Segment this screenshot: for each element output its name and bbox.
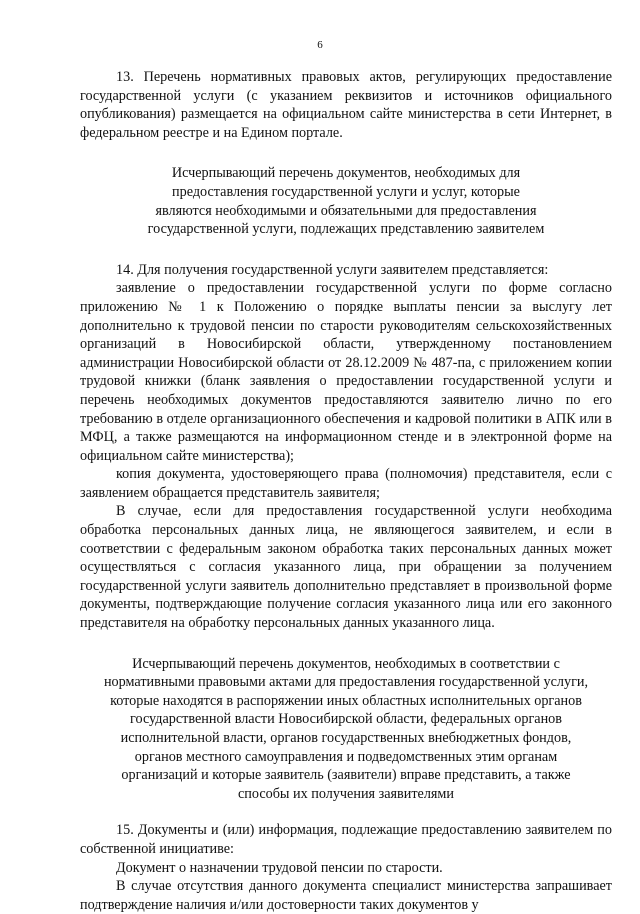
paragraph-14: 14. Для получения государственной услуги заявителем представляется: bbox=[116, 261, 549, 278]
section-heading-documents-required: Исчерпывающий перечень документов, необходимых для предоставления государственной услуги и услуг, которые являются необходимыми и обязательными для предоставления государственной услуги, подлежащих представлению заявителем bbox=[147, 165, 545, 238]
paragraph-15-pension-document: Документ о назначении трудовой пенсии по старости. bbox=[116, 859, 443, 876]
spacer bbox=[80, 239, 612, 261]
paragraph-13: 13. Перечень нормативных правовых актов, регулирующих предоставление государственной услуги (с указанием реквизитов и источников официального опубликования) размещается на официальном сайте министерства в сети Интернет, в федеральном реестре и на Едином портале. bbox=[80, 69, 612, 141]
spacer bbox=[80, 633, 612, 655]
paragraph-15: 15. Документы и (или) информация, подлежащие предоставлению заявителем по собственной инициативе: bbox=[80, 822, 612, 857]
document-body bbox=[80, 68, 612, 914]
page-number: 6 bbox=[317, 39, 323, 51]
paragraph-14-application: заявление о предоставлении государственной услуги по форме согласно приложению № 1 к Положению о порядке выплаты пенсии за выслугу лет дополнительно к трудовой пенсии по старости руководителям сельскохозяйственных организаций в Новосибирской области, утвержденному постановлением администрации Новосибирской области от 28.12.2009 № 487-па, с приложением копии трудовой книжки (бланк заявления о предоставлении государственной услуги и перечень необходимых документов предоставляются заявителю лично по его требованию в отделе организационного обеспечения и кадровой политики в АПК или в МФЦ, а также размещаются на информационном стенде и в электронной форме на официальном сайте министерства); bbox=[80, 280, 612, 464]
paragraph-14-representative-copy: копия документа, удостоверяющего права (полномочия) представителя, если с заявлением обращается представитель заявителя; bbox=[80, 466, 612, 501]
section-heading-documents-available: Исчерпывающий перечень документов, необходимых в соответствии с нормативными правовыми актами для предоставления государственной услуги, которые находятся в распоряжении иных областных исполнительных органов государственной власти Новосибирской области, федеральных органов исполнительной власти, органов государственных внебюджетных фондов, органов местного самоуправления и подведомственных этим органам организаций и которые заявитель (заявители) вправе представить, а также способы их получения заявителями bbox=[103, 655, 589, 802]
spacer bbox=[80, 142, 612, 164]
paragraph-14-personal-data: В случае, если для предоставления государственной услуги необходима обработка персональных данных лица, не являющегося заявителем, и если в соответствии с федеральным законом обработка таких персональных данных может осуществляться с согласия указанного лица, при обращении за получением государственной услуги заявитель дополнительно представляет в произвольной форме документы, подтверждающие получение согласия указанного лица или его законного представителя на обработку персональных данных указанного лица. bbox=[80, 503, 612, 632]
paragraph-15-ministry-request: В случае отсутствия данного документа специалист министерства запрашивает подтверждение наличия и/или достоверности таких документов у bbox=[80, 878, 612, 913]
spacer bbox=[80, 803, 612, 821]
